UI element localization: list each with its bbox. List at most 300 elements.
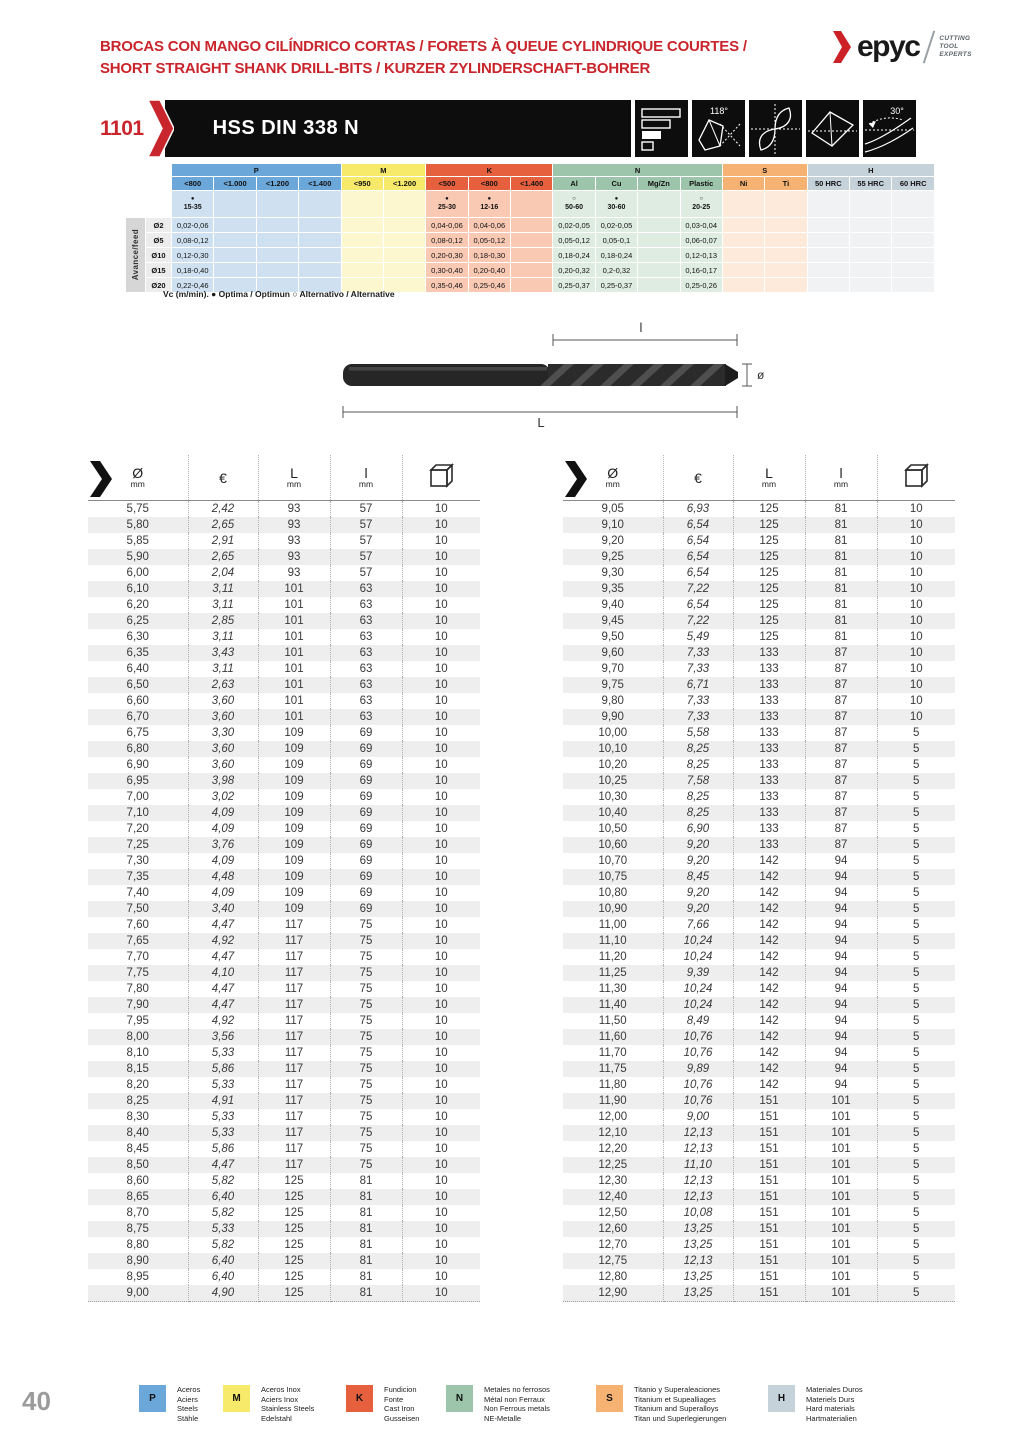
feed-value: 0,25-0,37 bbox=[595, 278, 637, 293]
cell-flute-length: 69 bbox=[330, 741, 402, 757]
legend-swatch-N: N bbox=[446, 1385, 473, 1412]
cell-pack-qty: 5 bbox=[913, 1015, 920, 1027]
cell-price: 6,54 bbox=[663, 533, 733, 549]
cell-diameter: 12,20 bbox=[563, 1141, 663, 1157]
cell-pack-qty: 10 bbox=[434, 1079, 448, 1091]
cell-total-length: 117 bbox=[258, 1157, 330, 1173]
cell-total-length: 142 bbox=[733, 965, 805, 981]
cell-flute-length: 75 bbox=[330, 1061, 402, 1077]
cell-price: 9,20 bbox=[663, 837, 733, 853]
cell-price: 8,25 bbox=[663, 741, 733, 757]
table-row bbox=[563, 965, 955, 981]
order-table-body-right bbox=[563, 501, 955, 1302]
table-row bbox=[88, 837, 480, 853]
cell-pack-qty: 5 bbox=[913, 999, 920, 1011]
subcol: <1.200 bbox=[256, 177, 298, 191]
banner-arrow-icon bbox=[148, 100, 174, 157]
cell-diameter: 10,90 bbox=[563, 901, 663, 917]
cell-pack-qty: 5 bbox=[913, 1191, 920, 1203]
cell-pack-qty: 10 bbox=[434, 791, 448, 803]
cell-pack-qty: 10 bbox=[434, 1255, 448, 1267]
cell-pack-qty: 10 bbox=[434, 1127, 448, 1139]
cell-diameter: 9,20 bbox=[563, 533, 663, 549]
cell-flute-length: 81 bbox=[805, 517, 877, 533]
cell-diameter: 9,80 bbox=[563, 693, 663, 709]
cell-total-length: 117 bbox=[258, 981, 330, 997]
cell-flute-length: 81 bbox=[330, 1173, 402, 1189]
cell-pack-qty: 10 bbox=[434, 711, 448, 723]
cell-pack-qty: 10 bbox=[909, 583, 923, 595]
table-row bbox=[88, 1093, 480, 1109]
cell-diameter: 8,60 bbox=[88, 1173, 188, 1189]
col-header-diameter: Ø mm bbox=[563, 455, 663, 501]
feed-value: 0,02-0,05 bbox=[553, 218, 595, 233]
cell-price: 10,76 bbox=[663, 1029, 733, 1045]
cell-flute-length: 94 bbox=[805, 949, 877, 965]
table-row bbox=[88, 885, 480, 901]
cell-flute-length: 63 bbox=[330, 645, 402, 661]
cell-total-length: 109 bbox=[258, 757, 330, 773]
cell-total-length: 117 bbox=[258, 1109, 330, 1125]
cell-pack-qty: 10 bbox=[909, 551, 923, 563]
cell-flute-length: 94 bbox=[805, 933, 877, 949]
col-header-pack-qty bbox=[402, 455, 480, 501]
cell-total-length: 151 bbox=[733, 1205, 805, 1221]
cell-diameter: 6,20 bbox=[88, 597, 188, 613]
cell-flute-length: 81 bbox=[805, 501, 877, 518]
cell-flute-length: 75 bbox=[330, 1125, 402, 1141]
cell-flute-length: 101 bbox=[805, 1141, 877, 1157]
cell-flute-length: 75 bbox=[330, 965, 402, 981]
feed-value: 0,18-0,30 bbox=[468, 248, 510, 263]
table-row bbox=[88, 869, 480, 885]
col-header-price: € bbox=[663, 455, 733, 501]
cell-pack-qty: 10 bbox=[434, 1207, 448, 1219]
cell-price: 3,11 bbox=[188, 661, 258, 677]
brand-name: epyc bbox=[857, 30, 920, 63]
legend-item-K bbox=[346, 1385, 419, 1423]
cell-price: 6,54 bbox=[663, 565, 733, 581]
cell-total-length: 125 bbox=[733, 549, 805, 565]
cell-pack-qty: 10 bbox=[434, 903, 448, 915]
cell-price: 7,33 bbox=[663, 693, 733, 709]
cell-pack-qty: 10 bbox=[434, 919, 448, 931]
group-S: S bbox=[722, 164, 807, 177]
cell-pack-qty: 10 bbox=[434, 759, 448, 771]
cell-pack-qty: 10 bbox=[434, 1271, 448, 1283]
cell-price: 8,25 bbox=[663, 805, 733, 821]
cell-diameter: 12,40 bbox=[563, 1189, 663, 1205]
cell-pack-qty: 10 bbox=[909, 679, 923, 691]
cell-price: 3,60 bbox=[188, 757, 258, 773]
cell-flute-length: 81 bbox=[330, 1237, 402, 1253]
cell-diameter: 12,90 bbox=[563, 1285, 663, 1302]
cell-total-length: 125 bbox=[733, 597, 805, 613]
cell-flute-length: 101 bbox=[805, 1285, 877, 1302]
cell-diameter: 6,95 bbox=[88, 773, 188, 789]
feed-value: 0,18-0,24 bbox=[553, 248, 595, 263]
cell-flute-length: 101 bbox=[805, 1093, 877, 1109]
brand-logo bbox=[833, 30, 972, 64]
cell-price: 5,33 bbox=[188, 1109, 258, 1125]
cell-price: 3,02 bbox=[188, 789, 258, 805]
cell-total-length: 133 bbox=[733, 645, 805, 661]
table-row bbox=[563, 645, 955, 661]
cell-price: 10,76 bbox=[663, 1045, 733, 1061]
diameter-label: ø bbox=[757, 368, 765, 382]
cell-total-length: 117 bbox=[258, 1125, 330, 1141]
feed-value: 0,08-0,12 bbox=[172, 233, 214, 248]
cell-flute-length: 69 bbox=[330, 789, 402, 805]
cell-pack-qty: 5 bbox=[913, 1127, 920, 1139]
cell-price: 10,24 bbox=[663, 949, 733, 965]
cell-flute-length: 101 bbox=[805, 1173, 877, 1189]
cell-diameter: 8,90 bbox=[88, 1253, 188, 1269]
cell-diameter: 8,95 bbox=[88, 1269, 188, 1285]
table-row bbox=[88, 901, 480, 917]
cell-total-length: 133 bbox=[733, 661, 805, 677]
legend-swatch-P: P bbox=[139, 1385, 166, 1412]
cell-total-length: 125 bbox=[258, 1173, 330, 1189]
cell-price: 2,85 bbox=[188, 613, 258, 629]
cell-price: 12,13 bbox=[663, 1189, 733, 1205]
cell-pack-qty: 10 bbox=[909, 535, 923, 547]
table-row bbox=[563, 1013, 955, 1029]
cell-diameter: 8,80 bbox=[88, 1237, 188, 1253]
cell-flute-length: 75 bbox=[330, 1029, 402, 1045]
cell-pack-qty: 5 bbox=[913, 1063, 920, 1075]
cell-price: 5,33 bbox=[188, 1045, 258, 1061]
table-row bbox=[88, 549, 480, 565]
cell-flute-length: 63 bbox=[330, 597, 402, 613]
cell-flute-length: 94 bbox=[805, 965, 877, 981]
table-row bbox=[88, 501, 480, 518]
cell-pack-qty: 5 bbox=[913, 887, 920, 899]
cell-total-length: 117 bbox=[258, 965, 330, 981]
cell-price: 4,92 bbox=[188, 933, 258, 949]
cell-diameter: 10,40 bbox=[563, 805, 663, 821]
diameter-row-label: Ø5 bbox=[146, 233, 172, 248]
cell-flute-length: 81 bbox=[330, 1285, 402, 1302]
table-row bbox=[563, 1061, 955, 1077]
table-row bbox=[88, 709, 480, 725]
feed-value: 0,20-0,40 bbox=[468, 263, 510, 278]
cell-flute-length: 87 bbox=[805, 789, 877, 805]
diameter-row-label: Ø2 bbox=[146, 218, 172, 233]
order-table-left bbox=[88, 455, 480, 1302]
cell-pack-qty: 10 bbox=[434, 1031, 448, 1043]
subcol: Ni bbox=[722, 177, 764, 191]
table-row bbox=[88, 1061, 480, 1077]
legend-text-K: Fundicion Fonte Cast Iron Gusseisen bbox=[384, 1385, 420, 1423]
table-row bbox=[563, 517, 955, 533]
cell-price: 4,09 bbox=[188, 821, 258, 837]
cell-diameter: 5,75 bbox=[88, 501, 188, 518]
cell-price: 2,04 bbox=[188, 565, 258, 581]
product-code: 1101 bbox=[100, 116, 144, 140]
cell-pack-qty: 5 bbox=[913, 1223, 920, 1235]
cell-total-length: 125 bbox=[733, 565, 805, 581]
cell-flute-length: 101 bbox=[805, 1109, 877, 1125]
cell-flute-length: 101 bbox=[805, 1157, 877, 1173]
cell-diameter: 6,10 bbox=[88, 581, 188, 597]
cell-total-length: 101 bbox=[258, 677, 330, 693]
cell-price: 2,91 bbox=[188, 533, 258, 549]
cell-flute-length: 87 bbox=[805, 645, 877, 661]
cell-diameter: 5,80 bbox=[88, 517, 188, 533]
cell-pack-qty: 10 bbox=[434, 1159, 448, 1171]
col-header-flute-length: l mm bbox=[330, 455, 402, 501]
cell-diameter: 7,35 bbox=[88, 869, 188, 885]
cell-price: 2,65 bbox=[188, 549, 258, 565]
cell-pack-qty: 10 bbox=[434, 871, 448, 883]
cell-pack-qty: 10 bbox=[909, 647, 923, 659]
cell-diameter: 9,60 bbox=[563, 645, 663, 661]
table-row bbox=[563, 949, 955, 965]
cell-price: 9,00 bbox=[663, 1109, 733, 1125]
cell-flute-length: 69 bbox=[330, 773, 402, 789]
cell-diameter: 12,00 bbox=[563, 1109, 663, 1125]
cell-pack-qty: 5 bbox=[913, 1095, 920, 1107]
cell-pack-qty: 5 bbox=[913, 1111, 920, 1123]
cell-flute-length: 57 bbox=[330, 501, 402, 518]
cell-price: 3,60 bbox=[188, 709, 258, 725]
subcol: <1.200 bbox=[383, 177, 425, 191]
feed-value: 0,30-0,40 bbox=[426, 263, 468, 278]
cell-pack-qty: 10 bbox=[434, 663, 448, 675]
cell-diameter: 11,70 bbox=[563, 1045, 663, 1061]
cell-diameter: 7,70 bbox=[88, 949, 188, 965]
table-chevron-icon bbox=[90, 461, 112, 497]
table-row bbox=[563, 1189, 955, 1205]
table-chevron-icon bbox=[565, 461, 587, 497]
cell-pack-qty: 10 bbox=[909, 519, 923, 531]
feed-value: 0,25-0,37 bbox=[553, 278, 595, 293]
cell-flute-length: 94 bbox=[805, 1045, 877, 1061]
cell-flute-length: 94 bbox=[805, 997, 877, 1013]
table-row bbox=[88, 1109, 480, 1125]
cell-pack-qty: 10 bbox=[434, 679, 448, 691]
cell-pack-qty: 5 bbox=[913, 935, 920, 947]
cell-total-length: 109 bbox=[258, 869, 330, 885]
cell-pack-qty: 5 bbox=[913, 1271, 920, 1283]
cell-diameter: 8,75 bbox=[88, 1221, 188, 1237]
cell-diameter: 7,30 bbox=[88, 853, 188, 869]
cell-price: 3,11 bbox=[188, 597, 258, 613]
cell-diameter: 10,60 bbox=[563, 837, 663, 853]
cell-flute-length: 63 bbox=[330, 677, 402, 693]
feed-value: 0,03-0,04 bbox=[680, 218, 722, 233]
cell-price: 5,86 bbox=[188, 1141, 258, 1157]
cell-total-length: 142 bbox=[733, 997, 805, 1013]
cell-pack-qty: 10 bbox=[434, 695, 448, 707]
cell-total-length: 125 bbox=[258, 1285, 330, 1302]
cell-flute-length: 87 bbox=[805, 725, 877, 741]
cell-total-length: 125 bbox=[258, 1269, 330, 1285]
table-row bbox=[563, 885, 955, 901]
cell-flute-length: 81 bbox=[330, 1221, 402, 1237]
cell-flute-length: 101 bbox=[805, 1205, 877, 1221]
cell-flute-length: 63 bbox=[330, 629, 402, 645]
table-row bbox=[88, 1077, 480, 1093]
feed-value: 0,18-0,40 bbox=[172, 263, 214, 278]
cell-total-length: 93 bbox=[258, 501, 330, 518]
legend-swatch-M: M bbox=[223, 1385, 250, 1412]
cell-total-length: 125 bbox=[733, 517, 805, 533]
vc-cell: ● 30-60 bbox=[595, 191, 637, 218]
cell-diameter: 9,30 bbox=[563, 565, 663, 581]
point-angle-118-icon bbox=[692, 100, 745, 157]
cell-flute-length: 69 bbox=[330, 853, 402, 869]
cell-total-length: 133 bbox=[733, 677, 805, 693]
cell-total-length: 142 bbox=[733, 1029, 805, 1045]
cell-price: 8,49 bbox=[663, 1013, 733, 1029]
cell-total-length: 125 bbox=[733, 501, 805, 518]
cell-total-length: 101 bbox=[258, 613, 330, 629]
cell-diameter: 9,50 bbox=[563, 629, 663, 645]
cell-total-length: 125 bbox=[733, 629, 805, 645]
cell-pack-qty: 10 bbox=[434, 599, 448, 611]
cell-pack-qty: 10 bbox=[434, 839, 448, 851]
table-row bbox=[88, 645, 480, 661]
cell-price: 3,98 bbox=[188, 773, 258, 789]
cell-price: 12,13 bbox=[663, 1173, 733, 1189]
package-qty-icon bbox=[427, 461, 455, 489]
table-row bbox=[563, 1077, 955, 1093]
cell-price: 5,82 bbox=[188, 1205, 258, 1221]
cell-flute-length: 75 bbox=[330, 1109, 402, 1125]
cell-diameter: 5,85 bbox=[88, 533, 188, 549]
cell-total-length: 109 bbox=[258, 741, 330, 757]
cell-flute-length: 101 bbox=[805, 1189, 877, 1205]
cell-diameter: 9,45 bbox=[563, 613, 663, 629]
cell-price: 3,11 bbox=[188, 629, 258, 645]
cell-pack-qty: 5 bbox=[913, 871, 920, 883]
cell-pack-qty: 10 bbox=[909, 711, 923, 723]
col-header-flute-length: l mm bbox=[805, 455, 877, 501]
feed-value: 0,04-0,06 bbox=[426, 218, 468, 233]
cell-flute-length: 75 bbox=[330, 933, 402, 949]
cell-pack-qty: 10 bbox=[434, 983, 448, 995]
table-row bbox=[88, 741, 480, 757]
cell-diameter: 10,75 bbox=[563, 869, 663, 885]
cell-diameter: 11,00 bbox=[563, 917, 663, 933]
legend-swatch-S: S bbox=[596, 1385, 623, 1412]
feed-value: 0,22-0,46 bbox=[172, 278, 214, 293]
cell-pack-qty: 10 bbox=[434, 1175, 448, 1187]
cell-pack-qty: 5 bbox=[913, 855, 920, 867]
cell-total-length: 117 bbox=[258, 917, 330, 933]
diameter-row-label: Ø15 bbox=[146, 263, 172, 278]
table-row bbox=[88, 997, 480, 1013]
cell-diameter: 11,20 bbox=[563, 949, 663, 965]
cell-total-length: 101 bbox=[258, 581, 330, 597]
cell-price: 3,60 bbox=[188, 693, 258, 709]
table-row bbox=[563, 1205, 955, 1221]
table-row bbox=[563, 1269, 955, 1285]
cell-pack-qty: 5 bbox=[913, 1239, 920, 1251]
table-row bbox=[88, 981, 480, 997]
cell-pack-qty: 10 bbox=[434, 1143, 448, 1155]
cell-diameter: 10,50 bbox=[563, 821, 663, 837]
table-row bbox=[563, 805, 955, 821]
cell-price: 7,33 bbox=[663, 709, 733, 725]
table-row bbox=[563, 1125, 955, 1141]
cell-pack-qty: 10 bbox=[434, 647, 448, 659]
cell-total-length: 125 bbox=[733, 581, 805, 597]
cell-total-length: 151 bbox=[733, 1285, 805, 1302]
cell-total-length: 142 bbox=[733, 949, 805, 965]
order-table-body-left bbox=[88, 501, 480, 1302]
cell-diameter: 8,45 bbox=[88, 1141, 188, 1157]
table-row bbox=[563, 1141, 955, 1157]
feed-value: 0,05-0,12 bbox=[468, 233, 510, 248]
cell-pack-qty: 10 bbox=[434, 951, 448, 963]
cell-total-length: 133 bbox=[733, 725, 805, 741]
feed-value: 0,12-0,30 bbox=[172, 248, 214, 263]
cell-diameter: 10,70 bbox=[563, 853, 663, 869]
cell-total-length: 133 bbox=[733, 821, 805, 837]
cell-flute-length: 69 bbox=[330, 805, 402, 821]
cell-pack-qty: 5 bbox=[913, 823, 920, 835]
cell-total-length: 142 bbox=[733, 1045, 805, 1061]
subcol: <800 bbox=[172, 177, 214, 191]
cell-price: 4,90 bbox=[188, 1285, 258, 1302]
cell-pack-qty: 5 bbox=[913, 743, 920, 755]
feed-value: 0,20-0,30 bbox=[426, 248, 468, 263]
subcol: 55 HRC bbox=[850, 177, 892, 191]
cutting-data-table bbox=[125, 163, 935, 293]
cell-flute-length: 94 bbox=[805, 1029, 877, 1045]
cell-price: 3,56 bbox=[188, 1029, 258, 1045]
subcol: Plastic bbox=[680, 177, 722, 191]
logo-divider bbox=[923, 31, 935, 64]
cell-flute-length: 87 bbox=[805, 837, 877, 853]
cell-total-length: 109 bbox=[258, 885, 330, 901]
cell-pack-qty: 10 bbox=[434, 519, 448, 531]
table-row bbox=[563, 501, 955, 518]
cell-total-length: 142 bbox=[733, 917, 805, 933]
cell-total-length: 142 bbox=[733, 869, 805, 885]
cell-diameter: 8,25 bbox=[88, 1093, 188, 1109]
legend-item-P bbox=[139, 1385, 200, 1423]
cell-flute-length: 69 bbox=[330, 885, 402, 901]
cell-flute-length: 81 bbox=[805, 533, 877, 549]
cell-total-length: 109 bbox=[258, 725, 330, 741]
cell-diameter: 8,20 bbox=[88, 1077, 188, 1093]
cell-diameter: 11,90 bbox=[563, 1093, 663, 1109]
table-row bbox=[88, 1013, 480, 1029]
cell-diameter: 8,10 bbox=[88, 1045, 188, 1061]
cell-pack-qty: 10 bbox=[434, 1063, 448, 1075]
feed-value: 0,02-0,06 bbox=[172, 218, 214, 233]
order-table-right bbox=[563, 455, 955, 1302]
flute-cross-section-icon bbox=[749, 100, 802, 157]
cell-price: 5,33 bbox=[188, 1221, 258, 1237]
cell-pack-qty: 10 bbox=[402, 1285, 480, 1302]
table-row bbox=[563, 1173, 955, 1189]
cell-diameter: 11,75 bbox=[563, 1061, 663, 1077]
cell-total-length: 117 bbox=[258, 1013, 330, 1029]
cell-pack-qty: 5 bbox=[913, 967, 920, 979]
cell-total-length: 133 bbox=[733, 837, 805, 853]
cell-flute-length: 101 bbox=[805, 1269, 877, 1285]
cell-diameter: 10,80 bbox=[563, 885, 663, 901]
cell-diameter: 10,10 bbox=[563, 741, 663, 757]
cell-pack-qty: 5 bbox=[913, 807, 920, 819]
cell-diameter: 9,40 bbox=[563, 597, 663, 613]
cell-flute-length: 81 bbox=[330, 1269, 402, 1285]
